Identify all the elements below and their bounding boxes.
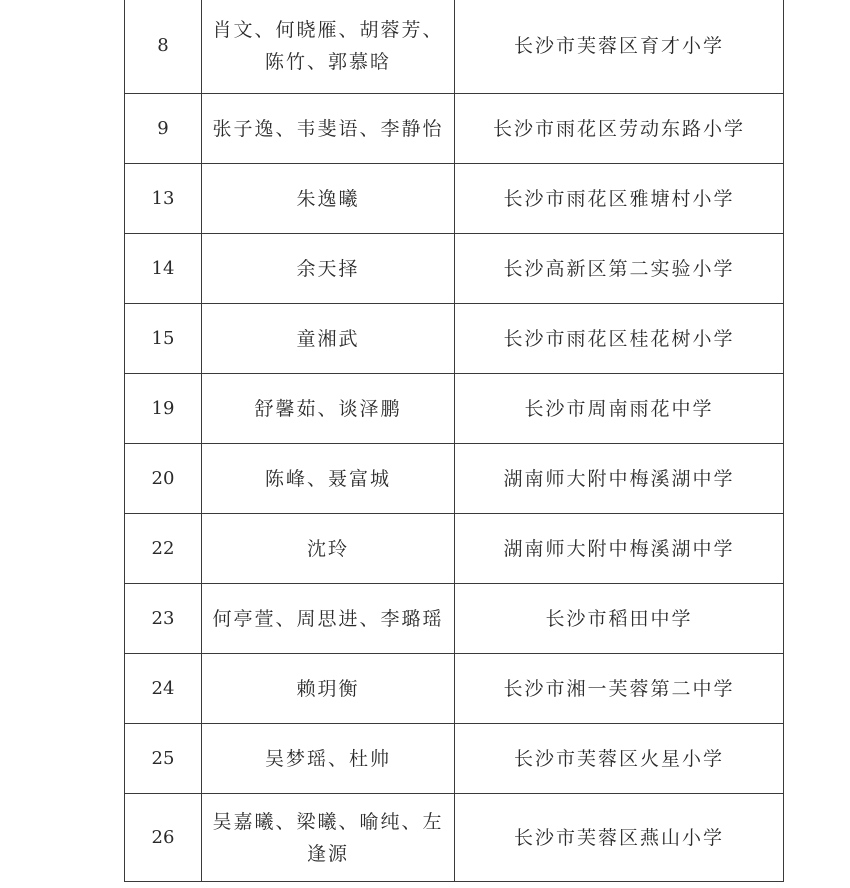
school-name-cell: 长沙市芙蓉区燕山小学 xyxy=(455,794,784,882)
student-names-cell: 朱逸曦 xyxy=(202,164,455,234)
school-name-cell: 长沙市芙蓉区育才小学 xyxy=(455,0,784,94)
table-row xyxy=(125,794,784,882)
group-number-cell: 22 xyxy=(125,514,202,584)
table-row xyxy=(125,514,784,584)
school-name-cell: 长沙市稻田中学 xyxy=(455,584,784,654)
table-row xyxy=(125,374,784,444)
school-name-cell: 长沙市芙蓉区火星小学 xyxy=(455,724,784,794)
school-name-cell: 湖南师大附中梅溪湖中学 xyxy=(455,444,784,514)
student-names-cell: 沈玲 xyxy=(202,514,455,584)
group-number-cell: 8 xyxy=(125,0,202,94)
student-names-cell: 童湘武 xyxy=(202,304,455,374)
table-row xyxy=(125,724,784,794)
student-names-cell: 赖玥衡 xyxy=(202,654,455,724)
table-row xyxy=(125,0,784,94)
group-number-cell: 20 xyxy=(125,444,202,514)
table-row xyxy=(125,164,784,234)
school-name-cell: 长沙市湘一芙蓉第二中学 xyxy=(455,654,784,724)
award-table xyxy=(124,0,784,882)
student-names-cell: 肖文、何晓雁、胡蓉芳、陈竹、郭慕晗 xyxy=(202,0,455,94)
award-table-body xyxy=(125,0,784,882)
group-number-cell: 19 xyxy=(125,374,202,444)
group-number-cell: 26 xyxy=(125,794,202,882)
group-number-cell: 9 xyxy=(125,94,202,164)
school-name-cell: 长沙市周南雨花中学 xyxy=(455,374,784,444)
group-number-cell: 13 xyxy=(125,164,202,234)
table-row xyxy=(125,584,784,654)
school-name-cell: 长沙高新区第二实验小学 xyxy=(455,234,784,304)
student-names-cell: 张子逸、韦斐语、李静怡 xyxy=(202,94,455,164)
student-names-cell: 吴梦瑶、杜帅 xyxy=(202,724,455,794)
table-row xyxy=(125,304,784,374)
student-names-cell: 陈峰、聂富城 xyxy=(202,444,455,514)
group-number-cell: 25 xyxy=(125,724,202,794)
student-names-cell: 何亭萱、周思进、李璐瑶 xyxy=(202,584,455,654)
table-row xyxy=(125,94,784,164)
school-name-cell: 长沙市雨花区桂花树小学 xyxy=(455,304,784,374)
table-row xyxy=(125,234,784,304)
school-name-cell: 长沙市雨花区雅塘村小学 xyxy=(455,164,784,234)
school-name-cell: 长沙市雨花区劳动东路小学 xyxy=(455,94,784,164)
student-names-cell: 余天择 xyxy=(202,234,455,304)
group-number-cell: 23 xyxy=(125,584,202,654)
table-row xyxy=(125,444,784,514)
school-name-cell: 湖南师大附中梅溪湖中学 xyxy=(455,514,784,584)
group-number-cell: 24 xyxy=(125,654,202,724)
table-row xyxy=(125,654,784,724)
student-names-cell: 舒馨茹、谈泽鹏 xyxy=(202,374,455,444)
group-number-cell: 14 xyxy=(125,234,202,304)
group-number-cell: 15 xyxy=(125,304,202,374)
student-names-cell: 吴嘉曦、梁曦、喻纯、左逢源 xyxy=(202,794,455,882)
